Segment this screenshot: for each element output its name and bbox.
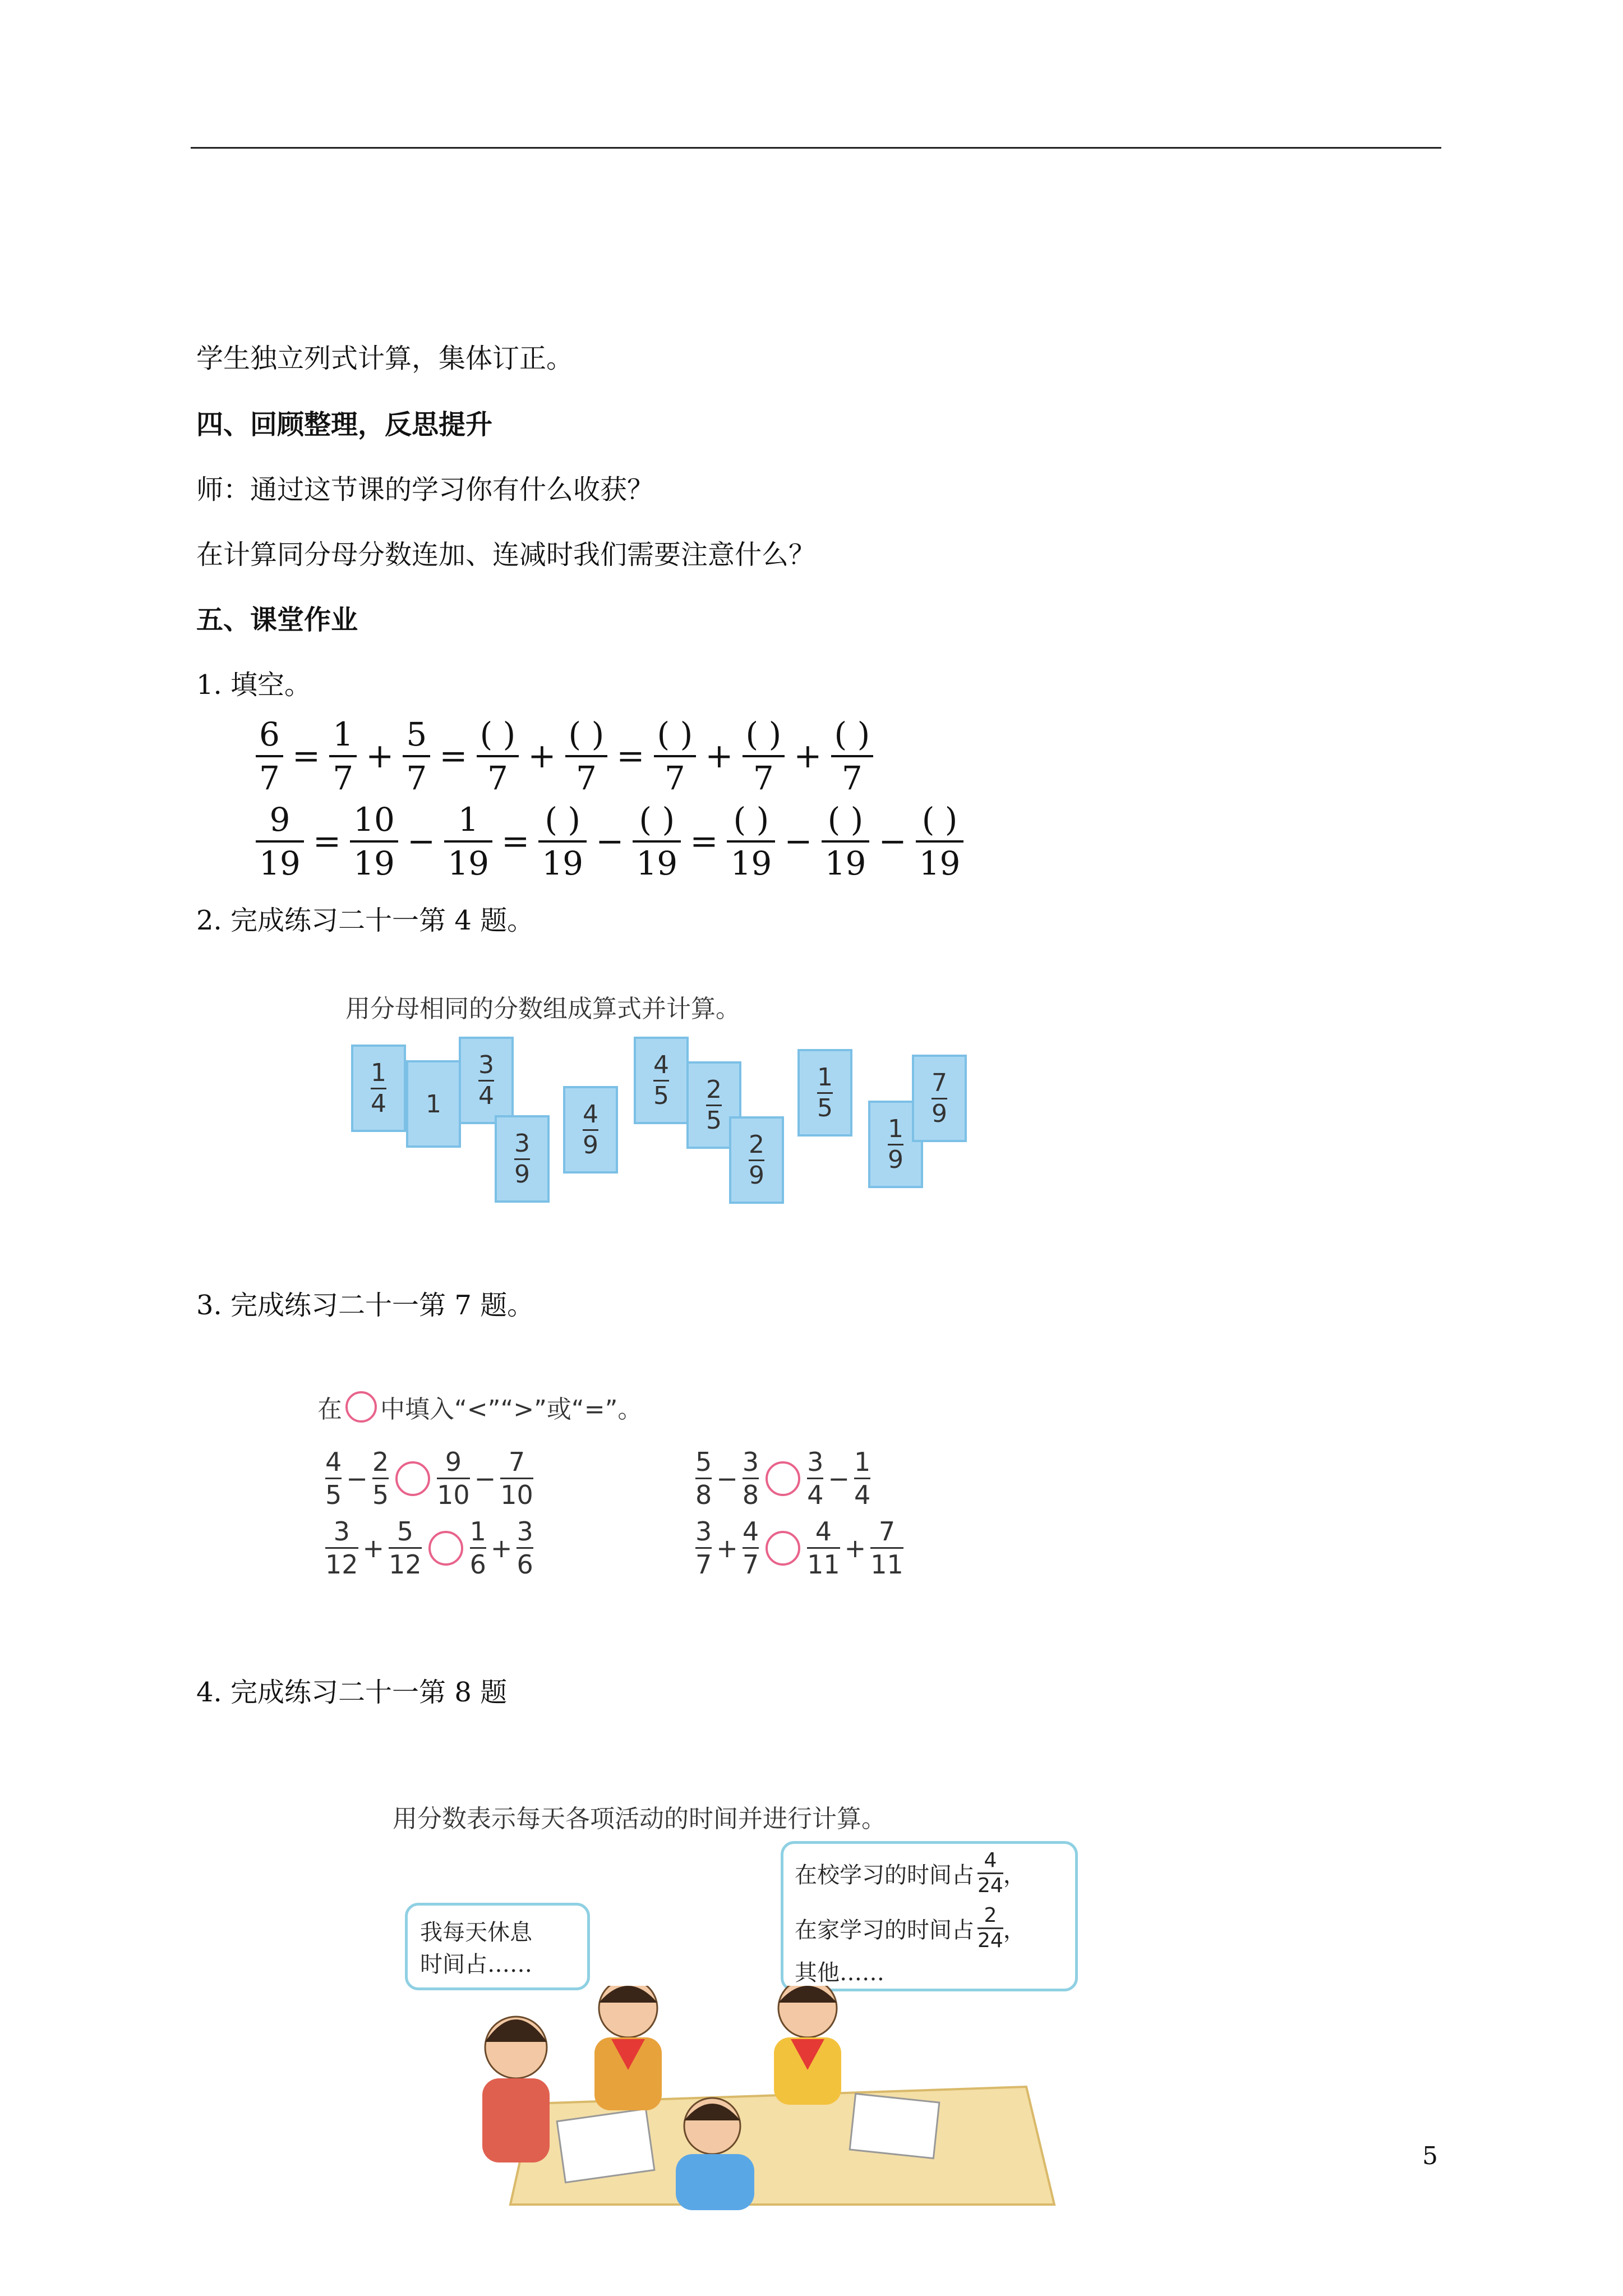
panel4-caption: 用分母相同的分数组成算式并计算。 <box>345 995 740 1023</box>
fraction: 4 11 <box>807 1516 840 1580</box>
notebook <box>850 2093 939 2158</box>
comma: ， <box>1003 1917 1026 1943</box>
fraction: 7 11 <box>870 1516 903 1580</box>
fraction: 2 5 <box>706 1075 722 1135</box>
blank-fraction[interactable]: $\frac{( )}{19}$ <box>538 799 587 884</box>
equals-sign: = <box>501 822 530 861</box>
fraction: $\frac{6}{7}$ <box>256 714 283 799</box>
operator: − <box>346 1463 368 1494</box>
fraction: 1 4 <box>854 1447 871 1510</box>
fraction-card <box>634 1037 689 1124</box>
fraction: 4 5 <box>325 1447 342 1510</box>
fraction-card <box>912 1055 967 1142</box>
blank-fraction[interactable]: $\frac{( )}{19}$ <box>633 799 681 884</box>
section-heading-4: 四、回顾整理，反思提升 <box>196 409 493 440</box>
task-4: 4. 完成练习二十一第 8 题 <box>196 1677 508 1708</box>
fraction: 5 12 <box>389 1516 422 1580</box>
task-2: 2. 完成练习二十一第 4 题。 <box>196 905 534 936</box>
task-3: 3. 完成练习二十一第 7 题。 <box>196 1290 534 1321</box>
fraction: 9 10 <box>437 1447 470 1510</box>
compare-circle[interactable] <box>766 1461 800 1496</box>
fraction: 1 9 <box>888 1114 903 1174</box>
fraction: 1 4 <box>371 1058 386 1118</box>
blank-fraction[interactable]: $\frac{( )}{19}$ <box>727 799 775 884</box>
blank-fraction[interactable]: $\frac{( )}{19}$ <box>916 799 964 884</box>
fraction-card <box>729 1116 784 1204</box>
student-body <box>676 2154 754 2210</box>
bubble-text: 在家学习的时间占 <box>795 1917 974 1943</box>
plus-sign: + <box>705 737 734 776</box>
speech-bubble-right <box>781 1841 1078 1991</box>
minus-sign: − <box>784 822 813 861</box>
fraction: 2 24 <box>978 1903 1003 1952</box>
fraction: $\frac{5}{7}$ <box>403 714 430 799</box>
fraction: 4 9 <box>583 1099 598 1159</box>
operator: + <box>716 1533 738 1563</box>
equals-sign: = <box>690 822 718 861</box>
compare-row-2-right <box>695 1517 903 1579</box>
fraction: 5 8 <box>695 1447 712 1510</box>
bubble-text: 时间占…… <box>420 1952 532 1977</box>
fraction: 3 6 <box>517 1516 533 1580</box>
fraction: 2 5 <box>372 1447 389 1510</box>
equals-sign: = <box>439 737 468 776</box>
notebook <box>557 2109 654 2182</box>
equation-row-2 <box>252 799 967 884</box>
task-1: 1. 填空。 <box>196 669 312 701</box>
caption-prefix: 在 <box>317 1395 342 1424</box>
plus-sign: + <box>366 737 394 776</box>
student-body <box>482 2078 550 2162</box>
operator: + <box>844 1533 866 1563</box>
page-number: 5 <box>1422 2142 1438 2170</box>
equals-sign: = <box>292 737 321 776</box>
compare-circle[interactable] <box>428 1531 463 1566</box>
compare-row-1-right <box>695 1447 870 1510</box>
text-line-1: 学生独立列式计算，集体订正。 <box>196 343 574 374</box>
operator: − <box>716 1463 738 1494</box>
bubble-text: 在校学习的时间占 <box>795 1862 974 1888</box>
fraction: $\frac{9}{19}$ <box>256 799 304 884</box>
fraction-card <box>406 1060 461 1148</box>
blank-fraction[interactable]: $\frac{( )}{7}$ <box>477 714 519 799</box>
fraction-card <box>797 1049 852 1137</box>
fraction: 1 5 <box>817 1062 833 1122</box>
equation-row-1 <box>252 714 877 799</box>
minus-sign: − <box>596 822 624 861</box>
minus-sign: − <box>407 822 436 861</box>
fraction: $\frac{1}{19}$ <box>444 799 492 884</box>
fraction: $\frac{1}{7}$ <box>329 714 357 799</box>
fraction: 3 4 <box>807 1447 824 1510</box>
caption-suffix: 中填入“<”“>”或“=”。 <box>380 1395 643 1424</box>
bubble-text: 我每天休息 <box>420 1920 532 1945</box>
fraction-card <box>563 1086 618 1174</box>
fraction: 4 7 <box>742 1516 759 1580</box>
section-heading-5: 五、课堂作业 <box>196 604 358 636</box>
compare-circle[interactable] <box>766 1531 800 1566</box>
compare-row-2-left <box>325 1517 533 1579</box>
equals-sign: = <box>312 822 342 861</box>
fraction: 3 7 <box>695 1516 712 1580</box>
fraction: 3 12 <box>325 1516 358 1580</box>
plus-sign: + <box>794 737 822 776</box>
blank-fraction[interactable]: $\frac{( )}{7}$ <box>743 714 785 799</box>
question-2: 在计算同分母分数连加、连减时我们需要注意什么？ <box>196 539 816 570</box>
fraction: 7 9 <box>932 1068 947 1128</box>
minus-sign: − <box>878 822 907 861</box>
operator: − <box>474 1463 496 1494</box>
bubble-text: 其他…… <box>795 1960 884 1986</box>
panel8-caption: 用分数表示每天各项活动的时间并进行计算。 <box>393 1805 886 1833</box>
hair <box>485 2019 547 2042</box>
operator: + <box>362 1533 385 1563</box>
fraction: 3 9 <box>514 1129 530 1189</box>
speech-bubble-left <box>405 1903 590 1990</box>
fraction: 3 8 <box>742 1447 759 1510</box>
fraction: 4 5 <box>653 1050 669 1110</box>
equals-sign: = <box>616 737 645 776</box>
fraction: 1 6 <box>469 1516 486 1580</box>
operator: − <box>828 1463 850 1494</box>
plus-sign: + <box>528 737 556 776</box>
blank-fraction[interactable]: $\frac{( )}{7}$ <box>654 714 697 799</box>
blank-fraction[interactable]: $\frac{( )}{7}$ <box>831 714 874 799</box>
fraction: 4 24 <box>978 1848 1003 1897</box>
comma: ， <box>1003 1862 1026 1888</box>
compare-row-1-left <box>325 1447 533 1510</box>
blank-fraction[interactable]: $\frac{( )}{19}$ <box>822 799 870 884</box>
students-illustration <box>460 1986 1133 2210</box>
blank-fraction[interactable]: $\frac{( )}{7}$ <box>565 714 608 799</box>
card-value: 1 <box>426 1089 441 1119</box>
panel7-caption <box>317 1389 642 1425</box>
fraction-card <box>495 1115 550 1203</box>
operator: + <box>490 1533 513 1563</box>
compare-circle[interactable] <box>395 1461 430 1496</box>
fraction: 3 4 <box>478 1050 494 1110</box>
fraction-card <box>459 1037 514 1124</box>
fraction: 2 9 <box>749 1130 764 1190</box>
header-rule <box>191 147 1441 149</box>
fraction-card <box>351 1045 406 1132</box>
fraction: $\frac{10}{19}$ <box>350 799 398 884</box>
circle-icon <box>345 1391 377 1423</box>
teacher-question: 师：通过这节课的学习你有什么收获？ <box>196 474 654 505</box>
fraction: 7 10 <box>500 1447 533 1510</box>
